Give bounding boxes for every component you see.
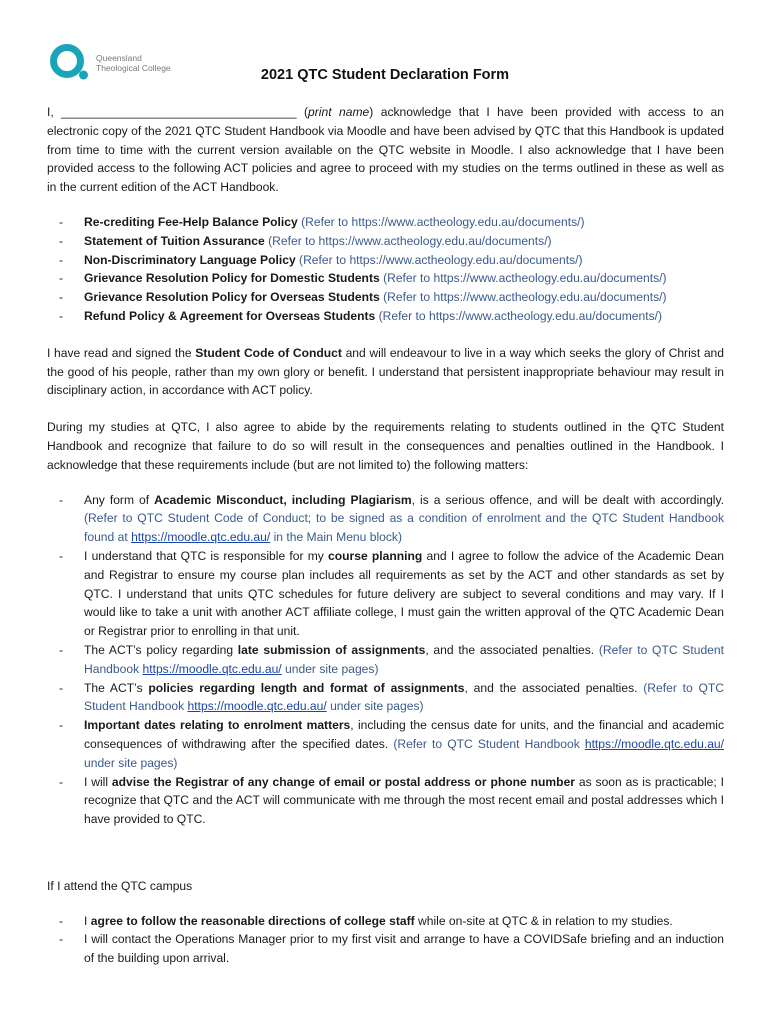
m2-bold: course planning: [328, 548, 423, 563]
coc-after: and will endeavour to live in a way which seeks the glory of Christ and the good of his people, rather than my own glory or benefit. I understand that persistent inappropriate behaviour may result in disciplinary action, in accordance with ACT policy.: [47, 345, 725, 398]
policy-item: [47, 269, 724, 288]
m4-after: , and the associated penalties.: [464, 680, 644, 695]
m4-ref-text: (Refer to QTC Student Handbook: [84, 680, 724, 714]
c1-bold: agree to follow the reasonable directions of college staff: [90, 913, 415, 928]
policy-name: Re-crediting Fee-Help Balance Policy: [84, 214, 298, 229]
m4-before: The ACT’s: [84, 680, 149, 695]
policy-name: Grievance Resolution Policy for Overseas Students: [84, 290, 380, 305]
code-of-conduct-paragraph: [47, 344, 724, 400]
moodle-link[interactable]: https://moodle.qtc.edu.au/: [584, 736, 725, 751]
m5-after: , including the census date for units, and the financial and academic consequences of withdrawing after the specified dates.: [84, 718, 724, 751]
m5-bold: Important dates relating to enrolment matters: [84, 718, 351, 733]
policy-item: [47, 307, 724, 326]
policy-item: [47, 232, 724, 251]
policy-item: [47, 213, 724, 232]
policy-reference: (Refer to https://www.actheology.edu.au/documents/): [295, 252, 583, 267]
moodle-link[interactable]: https://moodle.qtc.edu.au/: [187, 699, 327, 714]
policy-reference: (Refer to https://www.actheology.edu.au/documents/): [379, 271, 667, 286]
m5-ref-text: (Refer to QTC Student Handbook: [393, 736, 585, 751]
m1-bold: Academic Misconduct, including Plagiarism: [154, 492, 412, 507]
logo-line-1: Queensland: [96, 53, 142, 63]
page-title: 2021 QTC Student Declaration Form: [260, 67, 510, 83]
policy-list: [47, 213, 724, 326]
m6-after: as soon as is practicable; I recognize that QTC and the ACT will communicate with me through the most recent email and postal addresses which I have provided to QTC.: [84, 774, 724, 827]
policy-item: [47, 288, 724, 307]
policy-name: Statement of Tuition Assurance: [84, 233, 265, 248]
requirement-item-assignment-format: [47, 679, 724, 717]
m6-before: I will: [84, 774, 112, 789]
print-name-blank: ___________________________________: [61, 105, 297, 119]
print-name-label: print name: [308, 105, 370, 119]
moodle-link[interactable]: https://moodle.qtc.edu.au/: [142, 661, 282, 676]
campus-item-covidsafe: - I will contact the Operations Manager prior to my first visit and arrange to have a COVIDSafe briefing and an induction of the building upon arrival.: [47, 930, 724, 968]
intro-paragraph: I, ___________________________________ (print name) acknowledge that I have been provided with access to an electronic copy of the 2021 QTC Student Handbook via Moodle and have been advised by QTC that this Handbook is updated from time to time with the current version available on the QTC website in Moodle. I also acknowledge that I have been provided access to the following ACT policies and agree to proceed with my studies on the terms outlined in these as well as in the current edition of the ACT Handbook.: [47, 105, 724, 195]
policy-name: Non-Discriminatory Language Policy: [84, 252, 296, 267]
policy-reference: (Refer to https://www.actheology.edu.au/documents/): [264, 233, 552, 248]
moodle-link[interactable]: https://moodle.qtc.edu.au/: [131, 530, 271, 545]
m6-bold: advise the Registrar of any change of email or postal address or phone number: [111, 774, 575, 789]
m2-after: and I agree to follow the advice of the Academic Dean and Registrar to ensure my course plan includes all requirements as set by the ACT and other standards as set by QTC. I understand that units QTC schedules for future delivery are subject to several conditions and may vary. If I would like to take a unit with another ACT affiliate college, I must gain the written approval of the QTC Academic Dean or Registrar prior to enrolling in that unit.: [84, 548, 725, 639]
policy-reference: (Refer to https://www.actheology.edu.au/documents/): [379, 290, 667, 305]
requirement-item-important-dates: [47, 716, 724, 772]
intro-rest: ) acknowledge that I have been provided with access to an electronic copy of the 2021 QTC Student Handbook via Moodle and have been advised by QTC that this Handbook is updated from time to time with the current version available on the QTC website in Moodle. I also acknowledge that I have been provided access to the following ACT policies and agree to proceed with my studies on the terms outlined in these as well as in the current edition of the ACT Handbook.: [47, 105, 724, 195]
c1-before: I: [84, 913, 91, 928]
campus-list: [47, 912, 724, 968]
requirement-item-contact-details: [47, 773, 724, 829]
m1-ref-text: (Refer to QTC Student Code of Conduct; to be signed as a condition of enrolment and the QTC Student Handbook found at: [84, 511, 724, 545]
m5-ref-end: under site pages): [84, 755, 178, 770]
policy-name: Grievance Resolution Policy for Domestic Students: [84, 271, 380, 286]
policy-reference: (Refer to https://www.actheology.edu.au/documents/): [375, 308, 663, 323]
coc-bold: Student Code of Conduct: [195, 345, 342, 360]
logo-line-2: Theological College: [96, 63, 171, 73]
during-studies-paragraph: During my studies at QTC, I also agree to abide by the requirements relating to students outlined in the QTC Student Handbook and recognize that failure to do so will result in the consequences and penalties outlined in the Handbook. I acknowledge that these requirements include (but are not limited to) the following matters:: [47, 420, 724, 472]
m4-ref-end: under site pages): [326, 699, 424, 714]
requirement-item-late-submission: [47, 641, 724, 679]
m3-before: The ACT’s policy regarding: [84, 642, 238, 657]
policy-name: Refund Policy & Agreement for Overseas Students: [84, 308, 376, 323]
m1-after: , is a serious offence, and will be dealt with accordingly.: [411, 492, 724, 507]
m4-bold: policies regarding length and format of assignments: [148, 680, 465, 695]
intro-start: I,: [47, 105, 62, 119]
m3-bold: late submission of assignments: [237, 642, 426, 657]
m1-ref-end: in the Main Menu block): [270, 530, 402, 545]
m1-ref: [84, 511, 724, 544]
campus-heading: If I attend the QTC campus: [47, 878, 193, 893]
m2-before: I understand that QTC is responsible for my: [84, 548, 329, 563]
m1-before: Any form of: [84, 492, 155, 507]
m3-ref-text: (Refer to QTC Student Handbook: [84, 642, 724, 676]
policy-item: [47, 251, 724, 270]
requirement-item-course-planning: [47, 547, 724, 641]
requirements-list: [47, 491, 724, 829]
c1-after: while on-site at QTC & in relation to my studies.: [414, 913, 673, 928]
m3-after: , and the associated penalties.: [425, 642, 599, 657]
policy-reference: (Refer to https://www.actheology.edu.au/documents/): [297, 214, 585, 229]
m3-ref-end: under site pages): [281, 661, 379, 676]
requirement-item-academic-misconduct: [47, 491, 724, 547]
campus-item-directions: [47, 912, 724, 931]
document-body: [47, 103, 724, 968]
coc-before: I have read and signed the: [47, 345, 196, 360]
